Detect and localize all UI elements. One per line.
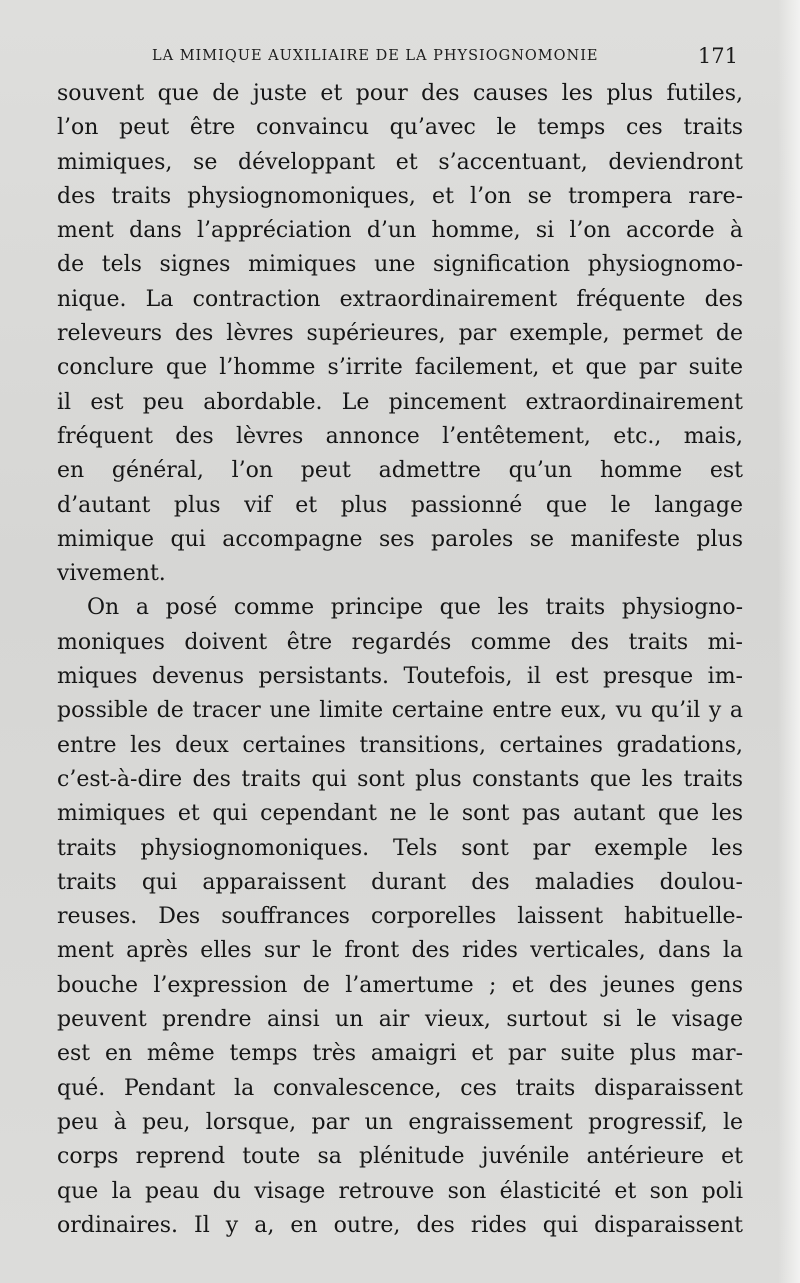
paragraph-1 (57, 77, 743, 591)
text-line: peuvent prendre ainsi un air vieux, surtout si le visage (57, 1007, 743, 1033)
text-line: l’on peut être convaincu qu’avec le temps ces traits (57, 115, 743, 141)
text-line: conclure que l’homme s’irrite facilement, et que par suite (57, 355, 743, 381)
text-line: qué. Pendant la convalescence, ces traits disparaissent (57, 1075, 743, 1101)
text-line: ment après elles sur le front des rides verticales, dans la (57, 938, 743, 964)
text-line: des traits physiognomoniques, et l’on se trompera rare- (57, 183, 743, 209)
text-line: moniques doivent être regardés comme des traits mi- (57, 629, 743, 655)
text-line: souvent que de juste et pour des causes les plus futiles, (57, 81, 743, 106)
text-line: entre les deux certaines transitions, certaines gradations, (57, 732, 743, 758)
text-line: c’est-à-dire des traits qui sont plus constants que les traits (57, 766, 743, 792)
text-line: possible de tracer une limite certaine entre eux, vu qu’il y a (57, 698, 743, 724)
text-line: nique. La contraction extraordinairement fréquente des (57, 286, 743, 312)
page-edge (778, 0, 800, 1283)
text-line: en général, l’on peut admettre qu’un homme est (57, 458, 743, 484)
text-line: vivement. (57, 561, 166, 587)
text-line: mimiques et qui cependant ne le sont pas autant que les (57, 801, 743, 827)
page-header (140, 44, 750, 74)
text-line: bouche l’expression de l’amertume ; et des jeunes gens (57, 972, 743, 998)
text-line: ment dans l’appréciation d’un homme, si l’on accorde à (57, 218, 743, 244)
text-line: reuses. Des souffrances corporelles laissent habituelle- (57, 904, 743, 930)
text-line: traits qui apparaissent durant des maladies doulou- (57, 869, 743, 895)
text-line: peu à peu, lorsque, par un engraissement progressif, le (57, 1109, 743, 1135)
body-text (57, 77, 743, 1243)
running-head: LA MIMIQUE AUXILIAIRE DE LA PHYSIOGNOMONIE (152, 48, 599, 64)
page-number: 171 (697, 44, 738, 68)
text-line: de tels signes mimiques une signification physiognomo- (57, 252, 743, 278)
text-line: miques devenus persistants. Toutefois, il est presque im- (57, 664, 743, 690)
text-line: mimiques, se développant et s’accentuant, deviendront (57, 149, 743, 175)
text-line: que la peau du visage retrouve son élasticité et son poli (57, 1178, 743, 1204)
text-line: est en même temps très amaigri et par suite plus mar- (57, 1041, 743, 1067)
text-line: ordinaires. Il y a, en outre, des rides qui disparaissent (57, 1212, 743, 1238)
text-line: corps reprend toute sa plénitude juvénile antérieure et (57, 1144, 743, 1170)
text-line: releveurs des lèvres supérieures, par exemple, permet de (57, 321, 743, 347)
text-line: d’autant plus vif et plus passionné que le langage (57, 492, 743, 518)
text-line: On a posé comme principe que les traits physiogno- (87, 595, 743, 621)
text-line: mimique qui accompagne ses paroles se manifeste plus (57, 526, 743, 552)
text-line: fréquent des lèvres annonce l’entêtement, etc., mais, (57, 423, 743, 449)
text-line: traits physiognomoniques. Tels sont par exemple les (57, 835, 743, 861)
paragraph-2 (57, 591, 743, 1243)
text-line: il est peu abordable. Le pincement extraordinairement (57, 389, 743, 415)
